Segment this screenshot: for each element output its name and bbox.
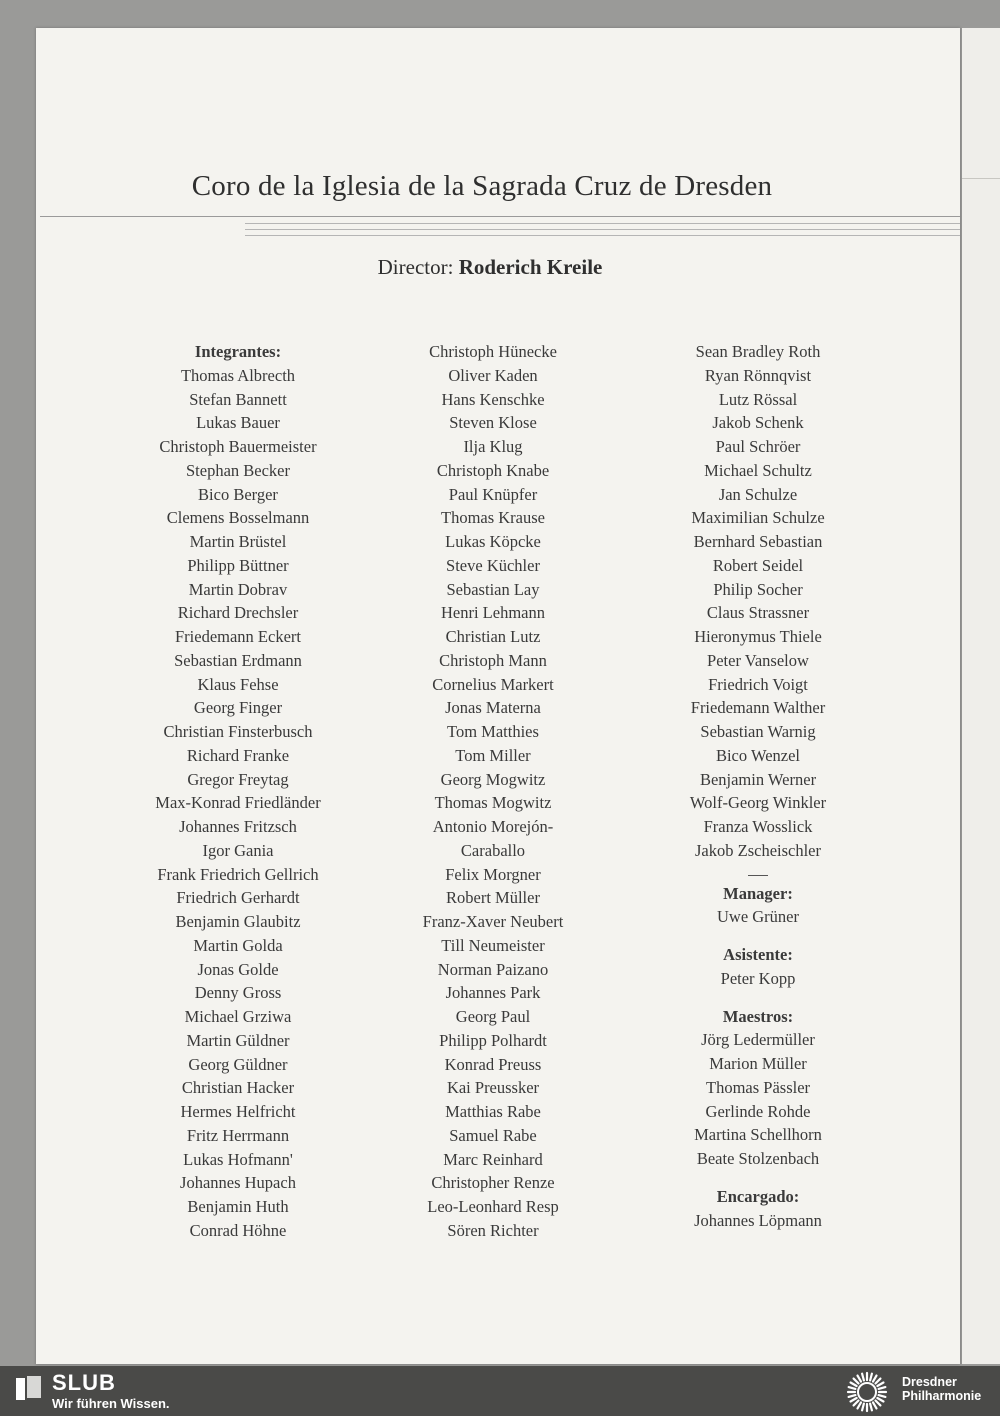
maestros-heading: Maestros:	[722, 1006, 794, 1026]
member-name: Georg Mogwitz	[440, 769, 546, 789]
member-name: Philipp Büttner	[187, 555, 289, 575]
title-divider	[40, 216, 960, 217]
member-name: Max-Konrad Friedländer	[155, 793, 321, 813]
member-name: Sören Richter	[447, 1220, 539, 1240]
member-name: Johannes Hupach	[180, 1173, 296, 1193]
member-name: Philipp Polhardt	[439, 1030, 547, 1050]
member-name: Matthias Rabe	[445, 1102, 541, 1121]
philharmonie-logo-icon	[842, 1370, 892, 1414]
slub-logo-icon	[16, 1374, 40, 1402]
member-name: Sebastian Erdmann	[174, 650, 302, 670]
philharmonie-line-1: Dresdner	[902, 1375, 957, 1389]
member-name: Richard Drechsler	[177, 603, 299, 623]
members-list-1	[128, 364, 348, 1243]
member-name: Jan Schulze	[718, 484, 798, 504]
member-name: Christoph Bauermeister	[159, 437, 317, 456]
staff-name: Peter Kopp	[720, 968, 796, 988]
members-column-3	[648, 340, 868, 1232]
member-name: Wolf-Georg Winkler	[689, 793, 827, 813]
member-name: Martin Golda	[193, 935, 283, 955]
manager-list	[648, 905, 868, 929]
member-name: Jonas Materna	[445, 698, 541, 718]
member-name: Richard Franke	[186, 745, 290, 765]
member-name: Christian Hacker	[181, 1078, 295, 1098]
member-name: Felix Morgner	[445, 864, 541, 884]
philharmonie-name	[902, 1375, 981, 1403]
member-name: Georg Finger	[193, 698, 283, 718]
member-name: Christopher Renze	[431, 1173, 555, 1193]
member-name: Hans Kenschke	[441, 389, 545, 409]
member-name: Steve Küchler	[446, 555, 540, 575]
member-name: Tom Miller	[455, 745, 531, 765]
staff-name: Marion Müller	[709, 1054, 807, 1073]
member-name: Konrad Preuss	[444, 1054, 542, 1074]
staff-name: Beate Stolzenbach	[696, 1149, 820, 1168]
member-name: Lukas Hofmann'	[183, 1149, 293, 1169]
member-name: Thomas Krause	[440, 508, 545, 528]
member-name: Fritz Herrmann	[186, 1125, 290, 1145]
member-name: Jakob Schenk	[712, 413, 804, 433]
member-name: Georg Güldner	[188, 1054, 288, 1074]
asistente-list	[648, 967, 868, 991]
slub-name: SLUB	[52, 1370, 116, 1395]
member-name: Benjamin Werner	[699, 769, 817, 789]
member-name: Jakob Zscheischler	[695, 840, 821, 860]
encargado-list	[648, 1209, 868, 1233]
member-name: Johannes Park	[445, 983, 541, 1003]
member-name: Martin Dobrav	[188, 579, 288, 599]
member-name: Henri Lehmann	[440, 603, 545, 623]
member-name: Hieronymus Thiele	[694, 627, 822, 646]
asistente-heading: Asistente:	[723, 945, 793, 964]
staff-name: Martina Schellhorn	[694, 1125, 822, 1145]
member-name: Antonio Morejón-	[432, 817, 554, 836]
member-name: Lutz Rössal	[718, 389, 798, 409]
member-name: Robert Müller	[446, 888, 540, 908]
director-label: Director:	[377, 255, 454, 279]
member-name: Sean Bradley Roth	[695, 342, 821, 361]
member-name: Paul Schröer	[715, 437, 801, 456]
philharmonie-line-2: Philharmonie	[902, 1389, 982, 1403]
member-name: Paul Knüpfer	[448, 484, 538, 504]
member-name: Christoph Knabe	[436, 460, 550, 480]
member-name: Martin Güldner	[186, 1030, 290, 1050]
member-name: Bernhard Sebastian	[693, 532, 823, 551]
member-name: Ryan Rönnqvist	[704, 365, 812, 385]
director-line	[0, 255, 980, 280]
member-name: Frank Friedrich Gellrich	[157, 864, 319, 884]
member-name: Steven Klose	[449, 413, 537, 433]
staff-name: Thomas Pässler	[705, 1077, 811, 1097]
director-name: Roderich Kreile	[458, 255, 603, 279]
members-list-2	[382, 340, 604, 1243]
member-name: Michael Schultz	[704, 460, 812, 480]
staff-name: Uwe Grüner	[716, 907, 799, 927]
member-name: Friedrich Gerhardt	[176, 888, 300, 908]
member-name: Christoph Mann	[439, 650, 547, 670]
member-name: Caraballo	[460, 840, 526, 860]
member-name: Clemens Bosselmann	[166, 508, 310, 528]
members-column-2	[382, 340, 604, 1243]
member-name: Samuel Rabe	[449, 1125, 537, 1145]
staff-name: Gerlinde Rohde	[705, 1101, 811, 1121]
member-name: Franz-Xaver Neubert	[422, 912, 564, 931]
member-name: Friedemann Walther	[690, 698, 826, 718]
members-list-3	[648, 340, 868, 863]
member-name: Christoph Hünecke	[429, 342, 557, 361]
member-name: Philip Socher	[713, 579, 803, 599]
maestros-list	[648, 1028, 868, 1171]
member-name: Hermes Helfricht	[180, 1102, 296, 1121]
member-name: Georg Paul	[455, 1007, 531, 1026]
member-name: Jonas Golde	[197, 959, 279, 979]
staff-name: Johannes Löpmann	[694, 1210, 822, 1230]
member-name: Leo-Leonhard Resp	[427, 1197, 559, 1216]
member-name: Johannes Fritzsch	[179, 817, 297, 836]
member-name: Cornelius Markert	[432, 674, 554, 694]
member-name: Claus Strassner	[706, 603, 810, 623]
member-name: Peter Vanselow	[707, 650, 809, 670]
decorative-line	[245, 223, 960, 226]
member-name: Ilja Klug	[463, 437, 523, 456]
member-name: Sebastian Lay	[446, 579, 540, 599]
member-name: Denny Gross	[194, 983, 282, 1003]
member-name: Klaus Fehse	[197, 674, 279, 694]
members-heading: Integrantes:	[194, 342, 282, 361]
member-name: Thomas Mogwitz	[434, 793, 552, 813]
member-name: Sebastian Warnig	[700, 722, 816, 741]
member-name: Martin Brüstel	[189, 532, 287, 551]
member-name: Lukas Bauer	[196, 413, 280, 433]
member-name: Bico Wenzel	[715, 745, 801, 765]
member-name: Gregor Freytag	[187, 769, 289, 789]
member-name: Lukas Köpcke	[445, 532, 541, 551]
member-name: Christian Lutz	[445, 627, 541, 646]
member-name: Friedrich Voigt	[708, 674, 808, 694]
member-name: Thomas Albrecth	[180, 365, 296, 385]
member-name: Stephan Becker	[185, 460, 290, 480]
member-name: Igor Gania	[202, 840, 274, 860]
member-name: Conrad Höhne	[189, 1220, 287, 1240]
member-name: Tom Matthies	[447, 722, 539, 741]
adjacent-page-edge	[962, 28, 1000, 1364]
member-name: Franza Wosslick	[703, 817, 813, 836]
manager-heading: Manager:	[723, 883, 793, 903]
member-name: Christian Finsterbusch	[163, 722, 313, 741]
member-name: Stefan Bannett	[189, 389, 287, 409]
member-name: Kai Preussker	[446, 1078, 540, 1098]
member-name: Benjamin Glaubitz	[175, 912, 301, 931]
decorative-line	[245, 235, 960, 238]
member-name: Benjamin Huth	[187, 1197, 289, 1216]
footer-bar	[0, 1366, 1000, 1416]
slub-tagline: Wir führen Wissen.	[52, 1396, 170, 1411]
member-name: Bico Berger	[198, 484, 278, 504]
member-name: Robert Seidel	[712, 555, 804, 575]
decorative-line	[245, 229, 960, 232]
member-name: Till Neumeister	[441, 935, 545, 955]
member-name: Oliver Kaden	[448, 365, 538, 385]
page-title: Coro de la Iglesia de la Sagrada Cruz de Dresden	[191, 170, 773, 202]
member-name: Maximilian Schulze	[691, 508, 825, 528]
member-name: Norman Paizano	[437, 959, 549, 979]
member-name: Friedemann Eckert	[175, 627, 301, 646]
encargado-heading: Encargado:	[716, 1186, 800, 1206]
member-name: Marc Reinhard	[443, 1149, 543, 1169]
section-dash	[748, 875, 768, 876]
staff-name: Jörg Ledermüller	[701, 1030, 815, 1050]
member-name: Michael Grziwa	[184, 1007, 292, 1026]
members-column-1	[128, 340, 348, 1243]
